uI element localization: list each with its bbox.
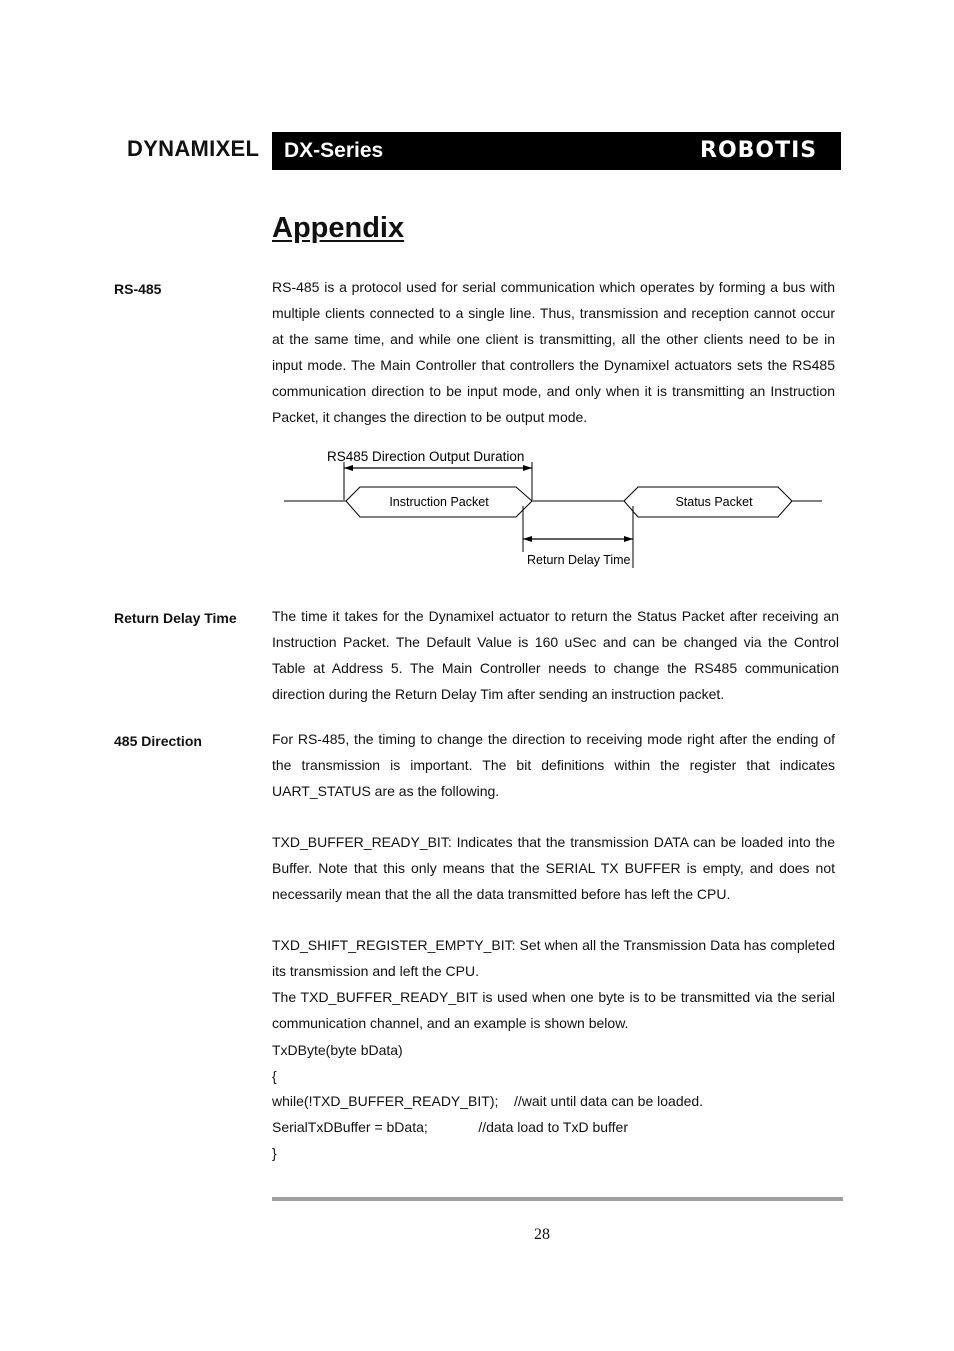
- rs485-paragraph: RS-485 is a protocol used for serial communication which operates by forming a bus with multiple clients connected to a single line. Thus, transmission and reception cannot occur at the same time, and while one client is transmitting, all the other clients need to be in input mode. The Main Controller that controllers the Dynamixel actuators sets the RS485 communication direction to be input mode, and only when it is transmitting an Instruction Packet, it changes the direction to be output mode.: [272, 279, 835, 425]
- brand-name: DYNAMIXEL: [127, 136, 260, 161]
- arrowhead-left: [344, 465, 353, 471]
- series-header-bar: [272, 132, 841, 170]
- arrowhead-right: [523, 465, 532, 471]
- page-number: 28: [534, 1226, 550, 1243]
- section-label-rs485: RS-485: [114, 281, 162, 297]
- series-label: DX-Series: [284, 139, 384, 162]
- robotis-logo: ROBOTIS: [700, 138, 818, 163]
- arrowhead-delay-right: [624, 536, 633, 542]
- return-delay-label: Return Delay Time: [527, 553, 631, 567]
- footer-rule: [272, 1197, 843, 1201]
- txd-buffer-paragraph: TXD_BUFFER_READY_BIT: Indicates that the transmission DATA can be loaded into the Buffer. Note that this only means that the SERIAL TX BUFFER is empty, and does not necessarily mean that the all the data transmitted before has left the CPU.: [272, 834, 835, 902]
- code-line: while(!TXD_BUFFER_READY_BIT); //wait until data can be loaded.: [272, 1093, 704, 1109]
- return-delay-paragraph: The time it takes for the Dynamixel actuator to return the Status Packet after receiving an Instruction Packet. The Default Value is 160 uSec and can be changed via the Control Table at Address 5. The Main Controller needs to change the RS485 communication direction during the Return Delay Tim after sending an instruction packet.: [272, 608, 839, 702]
- instruction-packet-label: Instruction Packet: [389, 495, 489, 509]
- section-label-return-delay: Return Delay Time: [114, 610, 237, 626]
- arrowhead-delay-left: [523, 536, 532, 542]
- txd-shift-paragraph: TXD_SHIFT_REGISTER_EMPTY_BIT: Set when all the Transmission Data has completed its transmission and left the CPU.: [272, 937, 835, 979]
- page-title: Appendix: [272, 212, 405, 244]
- usage-paragraph: The TXD_BUFFER_READY_BIT is used when one byte is to be transmitted via the serial communication channel, and an example is shown below.: [272, 989, 835, 1031]
- direction-intro-paragraph: For RS-485, the timing to change the direction to receiving mode right after the ending of the transmission is important. The bit definitions within the register that indicates UART_STATUS are as the following.: [272, 731, 835, 799]
- code-line: SerialTxDBuffer = bData; //data load to TxD buffer: [272, 1119, 629, 1135]
- code-line: }: [272, 1145, 277, 1161]
- output-duration-label: RS485 Direction Output Duration: [327, 449, 525, 464]
- rs485-timing-diagram: [280, 440, 830, 580]
- status-packet-label: Status Packet: [675, 495, 753, 509]
- code-line: TxDByte(byte bData): [272, 1042, 403, 1058]
- section-label-485-direction: 485 Direction: [114, 733, 202, 749]
- code-line: {: [272, 1068, 277, 1084]
